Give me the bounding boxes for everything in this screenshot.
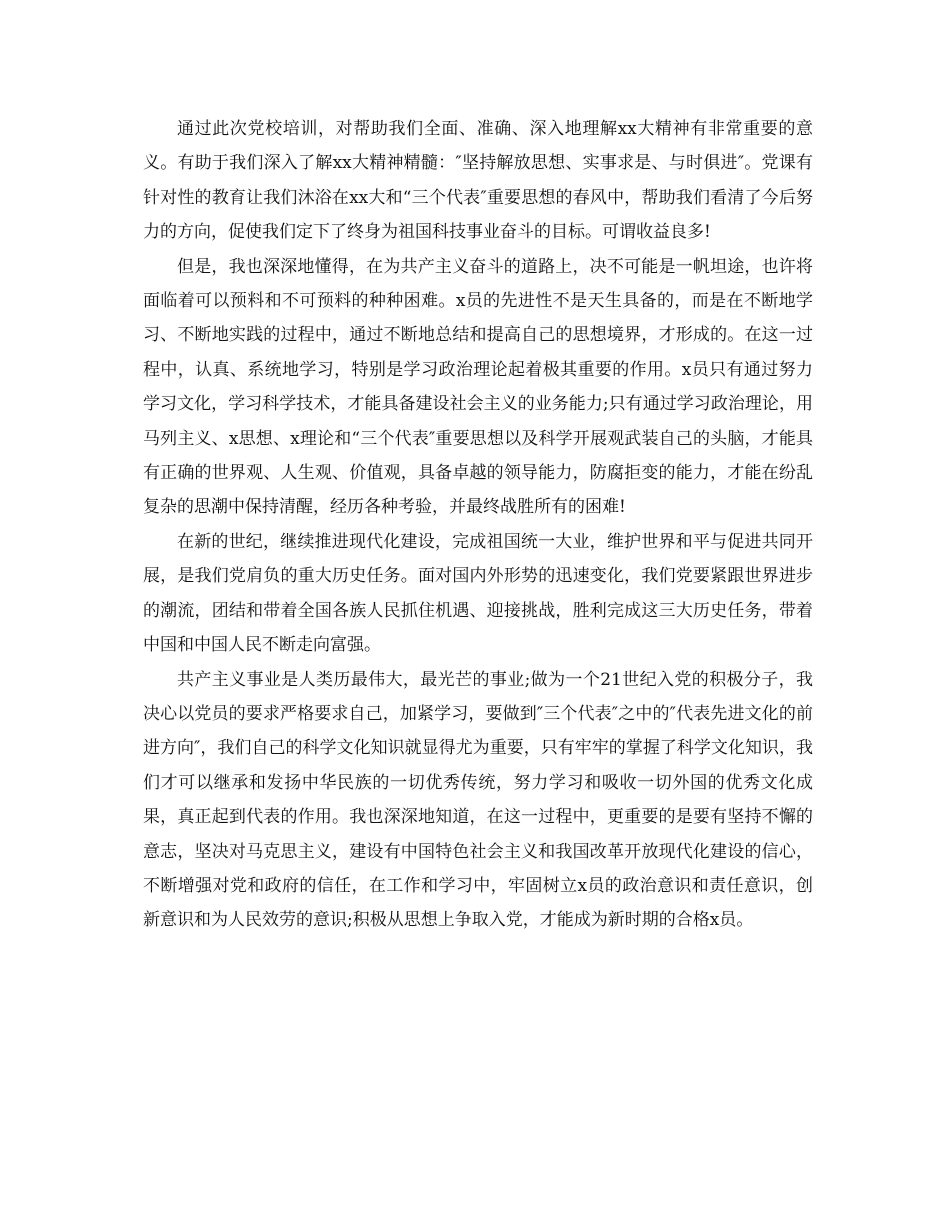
paragraph: 在新的世纪，继续推进现代化建设，完成祖国统一大业，维护世界和平与促进共同开展，是我们党肩负的重大历史任务。面对国内外形势的迅速变化，我们党要紧跟世界进步的潮流，团结和带着全国各族人民抓住机遇、迎接挑战，胜利完成这三大历史任务，带着中国和中国人民不断走向富强。 — [143, 531, 813, 656]
paragraph: 共产主义事业是人类历最伟大，最光芒的事业;做为一个21世纪入党的积极分子，我决心以党员的要求严格要求自己，加紧学习，要做到″三个代表″之中的″代表先进文化的前进方向″，我们自己的科学文化知识就显得尤为重要，只有牢牢的掌握了科学文化知识，我们才可以继承和发扬中华民族的一切优秀传统，努力学习和吸收一切外国的优秀文化成果，真正起到代表的作用。我也深深地知道，在这一过程中，更重要的是要有坚持不懈的意志，坚决对马克思主义，建设有中国特色社会主义和我国改革开放现代化建设的信心，不断增强对党和政府的信任，在工作和学习中，牢固树立x员的政治意识和责任意识，创新意识和为人民效劳的意识;积极从思想上争取入党，才能成为新时期的合格x员。 — [143, 669, 813, 931]
paragraph: 但是，我也深深地懂得，在为共产主义奋斗的道路上，决不可能是一帆坦途，也许将面临着可以预料和不可预料的种种困难。x员的先进性不是天生具备的，而是在不断地学习、不断地实践的过程中，通过不断地总结和提高自己的思想境界，才形成的。在这一过程中，认真、系统地学习，特别是学习政治理论起着极其重要的作用。x员只有通过努力学习文化，学习科学技术，才能具备建设社会主义的业务能力;只有通过学习政治理论，用马列主义、x思想、x理论和“三个代表″重要思想以及科学开展观武装自己的头脑，才能具有正确的世界观、人生观、价值观，具备卓越的领导能力，防腐拒变的能力，才能在纷乱复杂的思潮中保持清醒，经历各种考验，并最终战胜所有的困难! — [143, 256, 813, 518]
paragraph: 通过此次党校培训，对帮助我们全面、准确、深入地理解xx大精神有非常重要的意义。有助于我们深入了解xx大精神精髓：″坚持解放思想、实事求是、与时俱进″。党课有针对性的教育让我们沐浴在xx大和“三个代表″重要思想的春风中，帮助我们看清了今后努力的方向，促使我们定下了终身为祖国科技事业奋斗的目标。可谓收益良多! — [143, 119, 813, 243]
document-body — [143, 112, 813, 938]
